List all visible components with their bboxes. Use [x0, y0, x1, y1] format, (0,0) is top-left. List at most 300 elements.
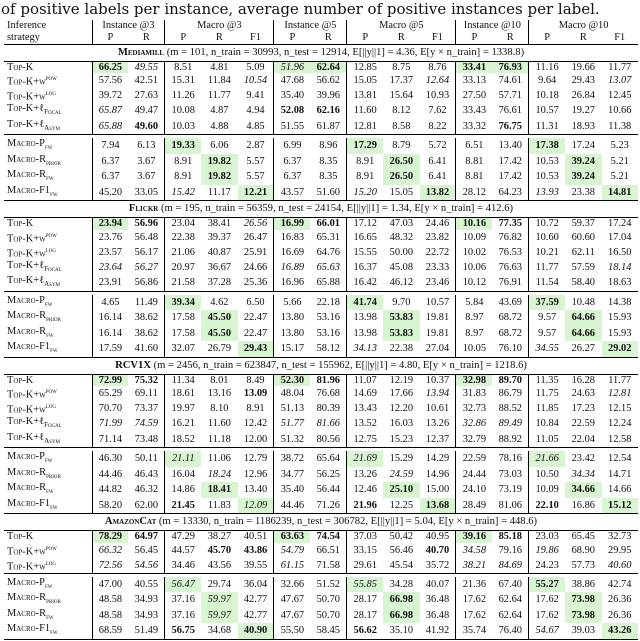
row-label: Macro-$R_{prior}$	[7, 466, 61, 480]
table-cell: 40.51	[243, 531, 268, 543]
table-cell: 62.64	[498, 594, 522, 606]
table-cell: 44.46	[92, 467, 128, 483]
table-cell: 76.40	[498, 625, 522, 637]
header-metric-p: P	[92, 32, 128, 45]
table-cell: 2.87	[246, 140, 265, 152]
table-cell: 17.62	[529, 592, 565, 608]
table-cell: 18.63	[608, 277, 632, 289]
table-cell: 12.45	[608, 90, 632, 102]
table-cell: 88.52	[498, 403, 522, 415]
table-cell: 23.91	[92, 275, 128, 291]
table-cell: 24.66	[243, 261, 268, 273]
table-cell: 16.14	[92, 310, 128, 326]
table-row	[4, 531, 638, 543]
table-row	[4, 62, 638, 74]
table-cell: 73.98	[565, 592, 601, 608]
table-cell: 29.74	[207, 578, 232, 590]
table-cell: 6.50	[246, 296, 265, 308]
table-cell: 21.06	[165, 245, 201, 260]
table-row	[4, 230, 638, 245]
table-cell: 38.72	[274, 451, 310, 467]
table-cell: 78.16	[498, 453, 522, 465]
table-row	[4, 275, 638, 291]
table-cell: 74.61	[498, 75, 522, 87]
table-cell: 57.71	[498, 90, 522, 102]
table-cell: 10.09	[456, 230, 492, 245]
table-cell: 55.85	[347, 577, 383, 593]
table-cell: 22.59	[571, 418, 595, 430]
table-cell: 26.36	[608, 594, 632, 606]
table-cell: 13.82	[420, 185, 456, 201]
table-cell: 38.62	[134, 312, 159, 324]
table-cell: 12.81	[347, 119, 383, 135]
table-cell: 29.61	[347, 558, 383, 573]
table-cell: 45.54	[389, 559, 414, 571]
table-cell: 24.59	[389, 468, 414, 480]
table-cell: 12.85	[347, 62, 383, 74]
table-cell: 49.47	[134, 105, 159, 117]
table-cell: 39.34	[165, 295, 201, 311]
table-cell: 57.56	[92, 73, 128, 88]
table-cell: 12.75	[347, 432, 383, 448]
table-cell: 38.62	[134, 327, 159, 339]
table-cell: 32.86	[456, 416, 492, 432]
table-cell: 14.66	[608, 484, 632, 496]
dataset-title	[4, 201, 638, 218]
dataset-stats: (m = 13330, n_train = 1186239, n_test = 306782, E[||y||1] = 5.04, E[y × n_train] = 448.6)	[156, 516, 538, 528]
table-cell: 65.29	[92, 386, 128, 401]
table-cell: 24.10	[456, 482, 492, 498]
table-cell: 40.60	[608, 559, 632, 571]
table-cell: 27.04	[425, 343, 450, 355]
row-label: Top-$K+w^{pow}$	[7, 387, 57, 401]
table-cell: 13.16	[207, 388, 232, 400]
table-cell: 23.82	[425, 231, 450, 243]
table-cell: 74.59	[134, 418, 159, 430]
table-cell: 34.77	[274, 467, 310, 483]
table-cell: 51.60	[316, 186, 340, 198]
table-cell: 12.46	[347, 482, 383, 498]
table-cell: 21.11	[165, 451, 201, 467]
table-row	[4, 451, 638, 467]
table-cell: 36.48	[425, 594, 450, 606]
table-cell: 59.97	[201, 592, 237, 608]
table-cell: 27.63	[134, 90, 159, 102]
table-cell: 50.70	[316, 609, 340, 621]
table-row	[4, 260, 638, 276]
dataset-name: Mediamill	[117, 47, 165, 58]
table-cell: 25.36	[243, 277, 268, 289]
table-row	[4, 119, 638, 135]
table-cell: 14.38	[608, 296, 632, 308]
table-cell: 28.12	[456, 185, 492, 201]
table-cell: 26.36	[608, 609, 632, 621]
table-row	[4, 295, 638, 311]
table-cell: 55.50	[274, 623, 310, 639]
row-label: Top-$K+w^{log}$	[7, 89, 57, 103]
table-cell: 12.20	[389, 403, 414, 415]
table-cell: 44.46	[274, 498, 310, 514]
table-cell: 5.21	[610, 155, 629, 167]
row-label: Top-K	[7, 62, 34, 73]
table-cell: 14.96	[425, 468, 450, 480]
table-cell: 22.18	[316, 296, 340, 308]
row-label: Top-$K+w^{pow}$	[7, 543, 57, 558]
table-cell: 51.32	[274, 432, 310, 448]
header-metric-r: R	[565, 32, 601, 45]
table-cell: 39.55	[243, 559, 268, 571]
row-label: Top-$K+w^{log}$	[7, 558, 57, 573]
table-cell: 45.50	[201, 310, 237, 326]
table-cell: 17.59	[92, 341, 128, 357]
table-cell: 62.16	[316, 105, 340, 117]
table-cell: 16.69	[274, 245, 310, 260]
table-cell: 46.32	[134, 484, 159, 496]
table-cell: 19.33	[165, 138, 201, 154]
table-cell: 88.92	[498, 433, 522, 445]
table-cell: 49.55	[134, 62, 159, 73]
table-cell: 5.72	[428, 140, 447, 152]
table-cell: 39.03	[571, 625, 595, 637]
table-cell: 23.94	[92, 218, 128, 230]
header-instance-at-10: Instance @10	[456, 20, 529, 32]
header-metric-p: P	[274, 32, 310, 45]
table-row	[4, 401, 638, 416]
table-cell: 39.24	[565, 169, 601, 185]
table-cell: 17.42	[498, 155, 522, 167]
table-cell: 15.93	[608, 327, 632, 339]
table-cell: 48.58	[92, 608, 128, 624]
dataset-title-row	[4, 201, 638, 218]
table-cell: 43.26	[602, 623, 639, 639]
table-cell: 11.85	[529, 401, 565, 416]
row-label: Macro-$P_{fw}$	[7, 294, 53, 308]
table-cell: 77.35	[498, 218, 522, 230]
table-cell: 31.83	[456, 386, 492, 401]
table-cell: 33.15	[347, 543, 383, 558]
table-cell: 25.10	[383, 482, 419, 498]
row-label: Top-$K+w^{pow}$	[7, 230, 57, 245]
table-cell: 11.77	[608, 374, 632, 386]
results-table	[4, 20, 638, 641]
dataset-stats: (m = 2456, n_train = 623847, n_test = 155962, E[||y||1] = 4.80, E[y × n_train] = 1218.6)	[150, 359, 527, 371]
table-cell: 71.26	[316, 499, 340, 511]
table-cell: 15.00	[425, 484, 450, 496]
table-cell: 12.25	[389, 499, 414, 511]
table-cell: 5.57	[246, 171, 265, 183]
header-macro-at-10: Macro @10	[529, 20, 638, 32]
table-cell: 48.04	[274, 386, 310, 401]
table-cell: 6.41	[428, 171, 447, 183]
table-cell: 22.59	[456, 451, 492, 467]
table-cell: 12.09	[238, 498, 274, 514]
table-cell: 50.11	[134, 453, 158, 465]
header-metric-r: R	[492, 32, 528, 45]
header-metric-f1: F1	[238, 32, 274, 45]
table-cell: 66.98	[383, 608, 419, 624]
table-cell: 17.29	[347, 138, 383, 154]
table-cell: 19.27	[571, 105, 595, 117]
table-cell: 58.20	[92, 498, 128, 514]
row-label: Top-K	[7, 218, 34, 230]
table-cell: 18.41	[201, 482, 237, 498]
table-cell: 54.79	[274, 543, 310, 558]
table-cell: 16.50	[608, 246, 632, 258]
table-cell: 43.69	[498, 296, 522, 308]
table-row	[4, 88, 638, 103]
table-cell: 45.70	[207, 544, 232, 556]
table-cell: 8.75	[392, 62, 411, 73]
table-cell: 3.67	[137, 171, 156, 183]
table-cell: 68.72	[498, 312, 522, 324]
table-cell: 8.12	[392, 105, 411, 117]
table-cell: 4.87	[210, 105, 229, 117]
table-cell: 15.20	[347, 185, 383, 201]
table-cell: 10.12	[456, 275, 492, 291]
table-cell: 10.21	[529, 245, 565, 260]
table-cell: 54.56	[134, 559, 159, 571]
table-cell: 40.55	[134, 578, 159, 590]
table-cell: 15.55	[347, 245, 383, 260]
table-cell: 50.00	[389, 246, 414, 258]
table-cell: 19.86	[529, 543, 565, 558]
table-cell: 62.00	[134, 499, 159, 511]
table-cell: 14.86	[165, 482, 201, 498]
table-cell: 6.06	[210, 140, 229, 152]
table-cell: 47.00	[92, 577, 128, 593]
table-cell: 22.04	[571, 433, 595, 445]
table-row	[4, 558, 638, 573]
table-cell: 28.49	[456, 498, 492, 514]
table-cell: 22.72	[425, 246, 450, 258]
table-row	[4, 154, 638, 170]
table-cell: 76.75	[498, 120, 522, 132]
header-strategy: strategy	[4, 32, 92, 45]
table-cell: 84.69	[498, 559, 522, 571]
table-cell: 50.42	[389, 531, 414, 543]
table-cell: 11.60	[207, 418, 231, 430]
results-table-body	[4, 20, 638, 641]
table-cell: 73.98	[565, 608, 601, 624]
table-cell: 22.47	[243, 327, 268, 339]
table-cell: 36.67	[207, 261, 232, 273]
table-cell: 16.99	[274, 218, 310, 230]
table-cell: 62.64	[498, 609, 522, 621]
table-cell: 10.72	[529, 218, 565, 230]
table-cell: 8.91	[347, 169, 383, 185]
table-cell: 29.43	[571, 75, 595, 87]
table-cell: 41.92	[425, 625, 450, 637]
table-cell: 8.81	[456, 154, 492, 170]
header-instance-at-3: Instance @3	[92, 20, 165, 32]
table-cell: 10.57	[529, 103, 565, 119]
table-cell: 42.74	[608, 578, 632, 590]
table-cell: 15.05	[347, 73, 383, 88]
table-cell: 41.74	[347, 295, 383, 311]
table-cell: 38.21	[456, 558, 492, 573]
table-cell: 11.18	[207, 433, 231, 445]
table-cell: 33.13	[456, 73, 492, 88]
table-cell: 8.97	[456, 326, 492, 342]
table-cell: 8.51	[165, 62, 201, 74]
table-cell: 56.46	[389, 544, 414, 556]
table-cell: 16.86	[571, 499, 595, 511]
header-row-metrics	[4, 32, 638, 45]
table-cell: 11.05	[529, 432, 565, 448]
table-cell: 80.39	[316, 403, 340, 415]
table-cell: 17.12	[347, 218, 383, 230]
table-cell: 66.32	[92, 543, 128, 558]
table-cell: 19.82	[201, 154, 237, 170]
table-cell: 19.97	[165, 401, 201, 416]
table-cell: 19.81	[425, 327, 450, 339]
table-cell: 8.81	[456, 169, 492, 185]
table-cell: 81.66	[316, 418, 340, 430]
table-cell: 12.81	[608, 388, 632, 400]
table-cell: 12.00	[243, 433, 268, 445]
table-cell: 34.68	[207, 625, 232, 637]
row-label: Macro-$R_{prior}$	[7, 310, 61, 324]
table-cell: 66.51	[316, 544, 340, 556]
table-cell: 7.94	[92, 138, 128, 154]
row-label: Macro-$F1_{fw}$	[7, 497, 58, 511]
header-metric-r: R	[383, 32, 419, 45]
table-cell: 13.52	[347, 416, 383, 432]
header-metric-r: R	[128, 32, 164, 45]
table-cell: 64.66	[565, 310, 601, 326]
table-cell: 11.77	[608, 62, 632, 73]
table-cell: 11.34	[165, 374, 201, 386]
table-row	[4, 169, 638, 185]
table-cell: 51.49	[134, 625, 159, 637]
header-metric-p: P	[347, 32, 383, 45]
table-cell: 13.94	[425, 388, 450, 400]
table-cell: 65.64	[316, 453, 340, 465]
table-cell: 58.40	[571, 277, 595, 289]
header-macro-at-3: Macro @3	[165, 20, 274, 32]
table-cell: 13.81	[347, 88, 383, 103]
table-cell: 22.47	[243, 312, 268, 324]
table-cell: 17.62	[529, 608, 565, 624]
table-cell: 38.27	[207, 531, 232, 543]
table-cell: 9.57	[529, 326, 565, 342]
table-cell: 55.27	[529, 577, 565, 593]
table-cell: 17.62	[456, 592, 492, 608]
table-cell: 23.64	[92, 260, 128, 276]
table-cell: 40.87	[207, 246, 232, 258]
table-cell: 33.05	[134, 186, 159, 198]
table-cell: 56.27	[134, 261, 159, 273]
table-cell: 17.24	[571, 140, 595, 152]
header-macro-at-5: Macro @5	[347, 20, 456, 32]
table-cell: 6.99	[274, 138, 310, 154]
table-cell: 43.56	[207, 559, 232, 571]
table-cell: 12.79	[243, 453, 268, 465]
table-cell: 23.33	[425, 261, 450, 273]
table-cell: 34.93	[134, 609, 159, 621]
table-cell: 33.41	[456, 62, 492, 74]
dataset-stats: (m = 101, n_train = 30993, n_test = 12914, E[||y||1] = 4.36, E[y × n_train] = 1338.8)	[164, 47, 525, 58]
table-cell: 16.04	[165, 467, 201, 483]
table-cell: 75.32	[134, 374, 159, 386]
table-cell: 12.96	[243, 468, 268, 480]
table-cell: 12.58	[608, 433, 632, 445]
table-cell: 23.76	[92, 230, 128, 245]
row-label: Top-$K+w^{log}$	[7, 245, 57, 260]
table-cell: 65.87	[92, 103, 128, 119]
row-label: Top-K	[7, 531, 34, 543]
table-row	[4, 623, 638, 639]
table-row	[4, 543, 638, 558]
table-cell: 26.50	[383, 154, 419, 170]
header-metric-f1: F1	[420, 32, 456, 45]
dataset-title	[4, 357, 638, 374]
header-inference: Inference	[7, 20, 47, 31]
row-label: Macro-$P_{fw}$	[7, 138, 53, 152]
table-cell: 56.62	[347, 623, 383, 639]
table-row	[4, 592, 638, 608]
row-label: Top-K+ℓ$_{Focal}$	[7, 103, 62, 117]
table-cell: 15.31	[165, 73, 201, 88]
dataset-name: RCV1X	[115, 359, 151, 371]
table-cell: 33.43	[456, 103, 492, 119]
table-cell: 45.50	[201, 326, 237, 342]
table-cell: 12.37	[425, 433, 450, 445]
table-cell: 16.21	[165, 416, 201, 432]
table-cell: 5.66	[274, 295, 310, 311]
table-cell: 47.29	[165, 531, 201, 543]
table-cell: 59.37	[571, 218, 595, 230]
table-cell: 24.23	[529, 558, 565, 573]
table-cell: 8.79	[392, 140, 411, 152]
table-cell: 13.07	[608, 75, 632, 87]
row-label: Top-K+ℓ$_{Focal}$	[7, 259, 62, 273]
table-cell: 15.23	[389, 433, 414, 445]
table-cell: 10.61	[425, 403, 450, 415]
dataset-stats: (m = 195, n_train = 56359, n_test = 24154, E[||y||1] = 1.34, E[y × n_train] = 412.6)	[158, 203, 514, 215]
table-cell: 6.37	[92, 169, 128, 185]
table-cell: 15.12	[602, 498, 639, 514]
table-cell: 26.27	[571, 343, 595, 355]
table-cell: 32.98	[456, 374, 492, 386]
table-cell: 4.81	[210, 62, 229, 73]
dataset-title-row	[4, 357, 638, 374]
table-cell: 11.83	[207, 499, 231, 511]
table-cell: 14.71	[608, 468, 632, 480]
table-cell: 16.03	[389, 418, 414, 430]
table-row	[4, 608, 638, 624]
table-cell: 65.45	[571, 531, 595, 543]
table-cell: 32.07	[165, 341, 201, 357]
header-metric-p: P	[529, 32, 565, 45]
table-cell: 5.57	[246, 155, 265, 167]
table-cell: 8.01	[210, 374, 229, 386]
table-cell: 9.57	[529, 310, 565, 326]
table-row	[4, 577, 638, 593]
table-cell: 12.54	[608, 453, 632, 465]
table-cell: 76.68	[316, 388, 340, 400]
table-cell: 40.95	[425, 531, 450, 543]
table-cell: 38.86	[571, 578, 595, 590]
table-cell: 56.62	[316, 75, 340, 87]
table-cell: 53.16	[316, 312, 340, 324]
table-cell: 19.66	[571, 62, 595, 73]
table-cell: 21.66	[529, 451, 565, 467]
table-cell: 15.17	[274, 341, 310, 357]
table-cell: 73.48	[134, 433, 159, 445]
table-cell: 7.62	[428, 105, 447, 117]
row-label: Macro-$F1_{fw}$	[7, 341, 58, 355]
